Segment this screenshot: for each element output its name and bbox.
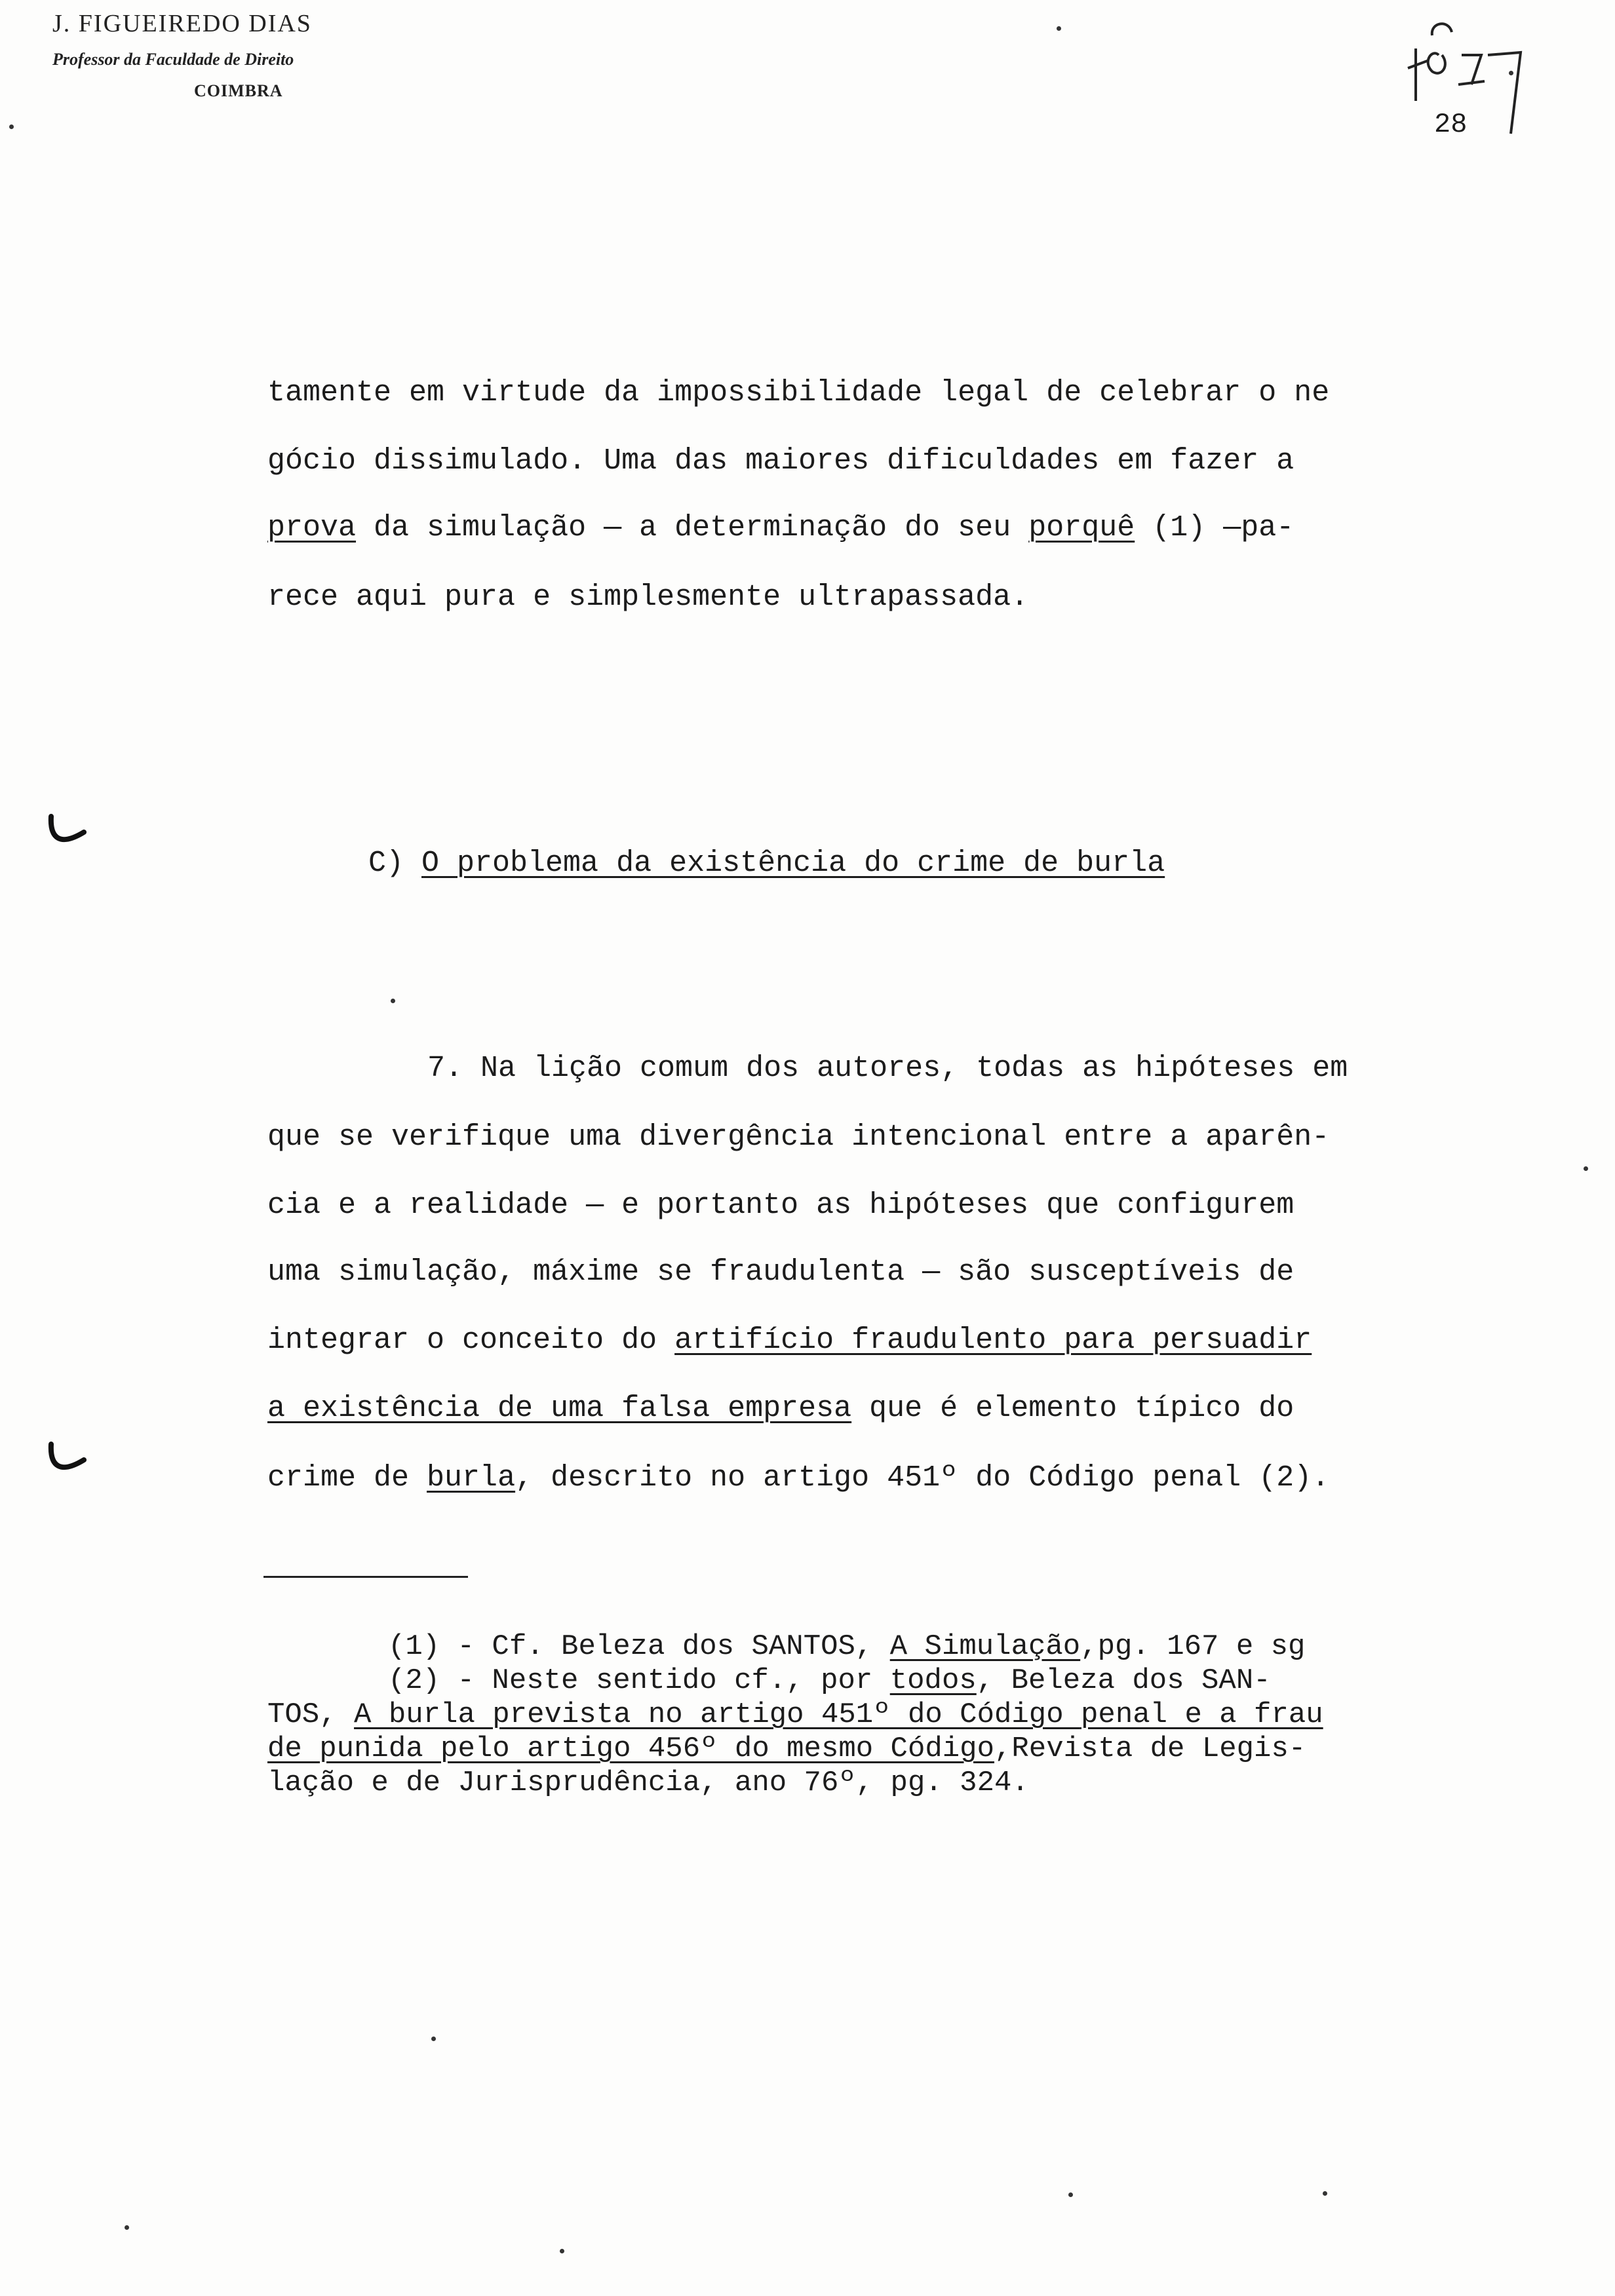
scan-speck xyxy=(9,124,14,129)
paragraph2-line3: cia e a realidade — e portanto as hipóteses que configurem xyxy=(267,1189,1294,1222)
handwritten-folio-mark xyxy=(1403,9,1534,140)
scan-speck xyxy=(1068,2192,1073,2197)
scan-speck xyxy=(391,999,395,1003)
paragraph2-line7: crime de burla, descrito no artigo 451º do Código penal (2). xyxy=(267,1461,1330,1495)
footnote-2-line3: de punida pelo artigo 456º do mesmo Código,Revista de Legis- xyxy=(267,1732,1306,1765)
underlined-artificio: artifício fraudulento para persuadir xyxy=(674,1324,1312,1357)
scan-speck xyxy=(1584,1166,1588,1171)
check-mark-icon xyxy=(47,1440,87,1477)
scan-speck xyxy=(1057,26,1061,31)
check-mark-icon xyxy=(47,813,87,849)
underlined-burla: burla xyxy=(427,1461,516,1495)
underlined-falsa-empresa: a existência de uma falsa empresa xyxy=(267,1392,852,1425)
page-number: 28 xyxy=(1434,109,1468,140)
footnote-2-line2: TOS, A burla prevista no artigo 451º do Código penal e a frau xyxy=(267,1698,1323,1731)
section-heading-title: O problema da existência do crime de burla xyxy=(421,847,1165,880)
paragraph1-line1: tamente em virtude da impossibilidade legal de celebrar o ne xyxy=(267,376,1330,410)
scan-speck xyxy=(1509,71,1513,75)
footnote-2-line4: lação e de Jurisprudência, ano 76º, pg. 324. xyxy=(267,1767,1029,1799)
paragraph1-line3: prova da simulação — a determinação do seu porquê (1) —pa- xyxy=(267,511,1294,545)
paragraph2-line4: uma simulação, máxime se fraudulenta — são susceptíveis de xyxy=(267,1255,1294,1289)
paragraph1-line4: rece aqui pura e simplesmente ultrapassada. xyxy=(267,581,1029,614)
footnote-1: (1) - Cf. Beleza dos SANTOS, A Simulação,pg. 167 e sg xyxy=(388,1630,1306,1663)
scan-speck xyxy=(1323,2191,1327,2196)
scan-speck xyxy=(431,2037,436,2041)
section-heading: C) O problema da existência do crime de burla xyxy=(368,847,1165,880)
footnote-rule xyxy=(263,1576,468,1578)
underlined-prova: prova xyxy=(267,511,357,545)
scan-speck xyxy=(560,2249,564,2253)
letterhead-title: Professor da Faculdade de Direito xyxy=(52,50,294,69)
letterhead-city: COIMBRA xyxy=(194,81,283,100)
scan-speck xyxy=(125,2225,129,2230)
paragraph2-line1: 7. Na lição comum dos autores, todas as hipóteses em xyxy=(427,1052,1348,1085)
underlined-porque: porquê xyxy=(1028,511,1135,545)
paragraph2-line6: a existência de uma falsa empresa que é elemento típico do xyxy=(267,1392,1294,1425)
paragraph1-line2: gócio dissimulado. Uma das maiores dificuldades em fazer a xyxy=(267,444,1294,478)
paragraph2-line5: integrar o conceito do artifício fraudulento para persuadir xyxy=(267,1324,1312,1357)
paragraph2-line2: que se verifique uma divergência intencional entre a aparên- xyxy=(267,1120,1330,1154)
letterhead-name: J. FIGUEIREDO DIAS xyxy=(52,10,312,37)
footnote-2-line1: (2) - Neste sentido cf., por todos, Beleza dos SAN- xyxy=(388,1664,1271,1697)
